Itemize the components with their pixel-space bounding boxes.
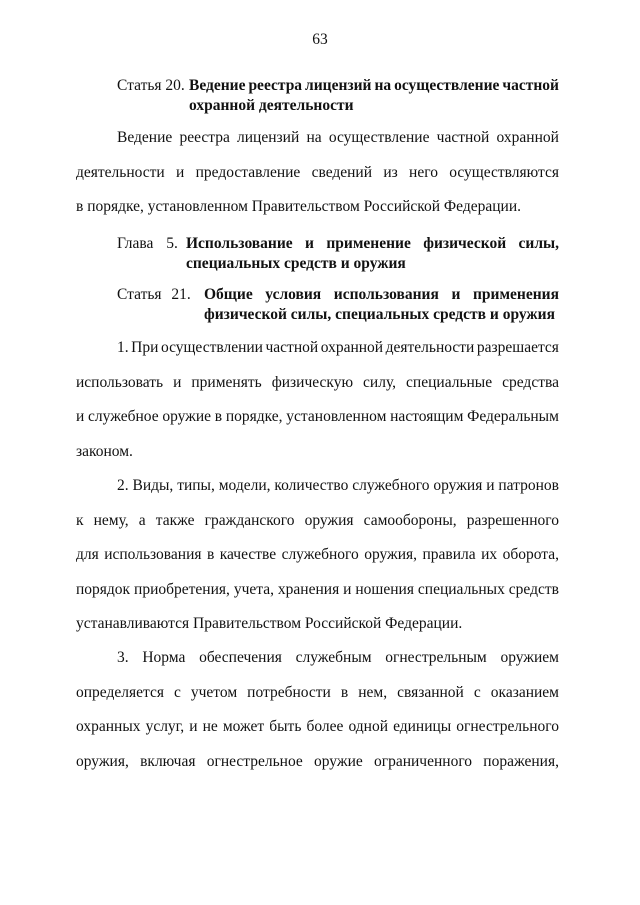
chapter-5-title-line1: Использование и применение физической силы, xyxy=(186,235,559,252)
article-21-paragraph-1 xyxy=(76,331,559,469)
paragraph-line: 1. При осуществлении частной охранной деятельности разрешается xyxy=(117,339,559,356)
page-number: 63 xyxy=(312,31,328,48)
paragraph-line: законом. xyxy=(76,442,133,460)
paragraph-line: устанавливаются Правительством Российской Федерации. xyxy=(76,615,463,632)
chapter-5-heading xyxy=(117,234,559,274)
paragraph-line: охранных услуг, и не может быть более одной единицы огнестрельного xyxy=(76,718,559,735)
paragraph-line: Ведение реестра лицензий на осуществление частной охранной xyxy=(117,129,559,146)
paragraph-line: 3. Норма обеспечения служебным огнестрельным оружием xyxy=(117,649,559,666)
article-20-title-line2: охранной деятельности xyxy=(189,97,354,114)
paragraph-line: 2. Виды, типы, модели, количество служебного оружия и патронов xyxy=(117,477,559,494)
article-21-paragraph-2 xyxy=(76,469,559,642)
paragraph-line: оружия, включая огнестрельное оружие ограниченного поражения, xyxy=(76,752,559,770)
article-20-paragraph xyxy=(76,121,559,225)
article-21-heading xyxy=(117,285,559,325)
paragraph-line: для использования в качестве служебного оружия, правила их оборота, xyxy=(76,546,559,563)
article-20-prefix: Статья 20. xyxy=(117,77,185,94)
chapter-5-prefix: Глава 5. xyxy=(117,235,178,252)
article-21-prefix: Статья 21. xyxy=(117,286,191,303)
paragraph-line: порядок приобретения, учета, хранения и ношения специальных средств xyxy=(76,580,559,598)
paragraph-line: использовать и применять физическую силу, специальные средства xyxy=(76,373,559,391)
paragraph-line: в порядке, установленном Правительством Российской Федерации. xyxy=(76,198,521,215)
article-21-paragraph-3 xyxy=(76,641,559,779)
article-21-title-line1: Общие условия использования и применения xyxy=(204,286,559,303)
article-20-title-line1: Ведение реестра лицензий на осуществление частной xyxy=(189,77,559,94)
paragraph-line: определяется с учетом потребности в нем, связанной с оказанием xyxy=(76,683,559,701)
article-20-heading xyxy=(117,76,559,116)
paragraph-line: и служебное оружие в порядке, установленном настоящим Федеральным xyxy=(76,408,559,425)
paragraph-line: деятельности и предоставление сведений из него осуществляются xyxy=(76,163,559,181)
chapter-5-title-line2: специальных средств и оружия xyxy=(186,255,406,272)
paragraph-line: к нему, а также гражданского оружия самообороны, разрешенного xyxy=(76,511,559,529)
article-21-title-line2: физической силы, специальных средств и оружия xyxy=(204,306,555,323)
